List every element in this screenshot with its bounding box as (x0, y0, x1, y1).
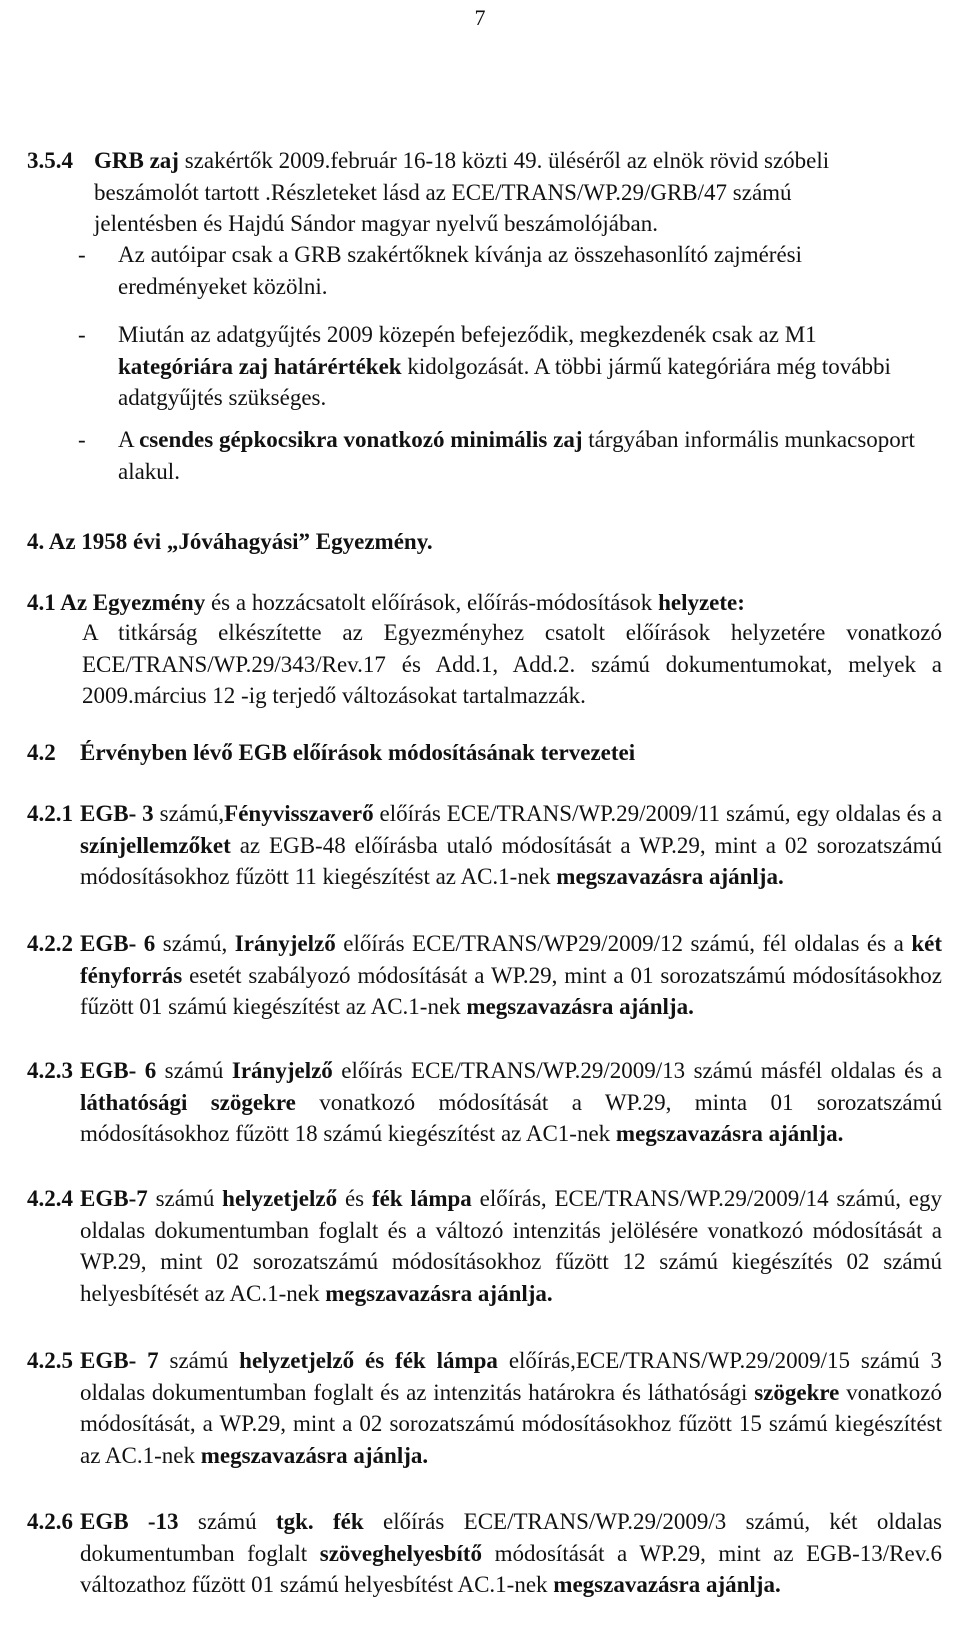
bullet-text-bold: kategóriára zaj határértékek (118, 353, 402, 379)
item-text (80, 798, 942, 893)
item-part: EGB- 6 (80, 931, 156, 956)
item-part: előírás ECE/TRANS/WP29/2009/12 számú, fél oldalas és a (335, 931, 912, 956)
item-part: megszavazásra ajánlja. (325, 1280, 553, 1306)
bullet-text-bold: csendes gépkocsikra vonatkozó minimális zaj (139, 427, 583, 452)
item-part: színjellemzőket (80, 832, 231, 858)
item-part: tgk. fék (275, 1509, 364, 1534)
section-lead: GRB zaj (94, 148, 179, 173)
section-4-heading: 4. Az 1958 évi „Jóváhagyási” Egyezmény. (27, 529, 433, 554)
bullet-dash: - (78, 242, 86, 267)
item-part: vonatkozó módosítását, a WP.29, mint a 02 sorozatszámú módosításokhoz fűzött 15 számú kiegészítést az AC.1-nek (80, 1379, 942, 1468)
item-text (80, 1506, 942, 1601)
item-part: megszavazásra ajánlja. (553, 1572, 781, 1597)
item-part: szöveghelyesbítő (319, 1540, 483, 1566)
section-number: 4.1 (27, 590, 56, 615)
item-part: előírás,ECE/TRANS/WP.29/2009/15 számú 3 oldalas dokumentumban foglalt és az intenzitás határokra és láthatósági (80, 1348, 943, 1405)
item-number: 4.2.6 (27, 1509, 73, 1534)
item-part: az EGB-48 előírásba utaló módosítását a WP.29, mint a 02 sorozatszámú módosításokhoz fűzött 11 kiegészítést az AC.1-nek (80, 832, 942, 889)
section-number: 4.2 (27, 740, 56, 765)
section-4-1-text: A titkárság elkészítette az Egyezményhez csatolt előírások helyzetére vonatkozó ECE/TRANS/WP.29/343/Rev.17 és Add.1, Add.2. számú dokumentumokat, melyek a 2009.március 12 -ig terjedő változásokat tartalmazzák. (82, 620, 942, 708)
heading-text: és a hozzácsatolt előírások, előírás-módosítások (205, 590, 659, 615)
heading-bold: helyzete: (658, 590, 745, 615)
item-text (80, 1345, 942, 1471)
item-part: Irányjelző (231, 1058, 333, 1083)
item-number: 4.2.1 (27, 801, 73, 826)
item-part: számú, (153, 801, 225, 826)
item-part: esetét szabályozó módosítását a WP.29, mint a 01 sorozatszámú módosításokhoz fűzött 01 számú kiegészítést az AC.1-nek (80, 962, 942, 1019)
item-part: EGB-7 (80, 1186, 148, 1211)
item-number: 4.2.4 (27, 1186, 73, 1211)
item-part: fék lámpa (371, 1186, 472, 1211)
item-part: szögekre (754, 1379, 840, 1405)
item-part: számú (156, 1058, 232, 1083)
item-text (80, 1055, 942, 1150)
heading-bold: Az Egyezmény (55, 590, 206, 615)
item-part: Fényvisszaverő (224, 801, 374, 826)
item-part: EGB- 6 (80, 1058, 157, 1083)
section-4-1-heading (27, 587, 927, 619)
item-part: előírás ECE/TRANS/WP.29/2009/11 számú, egy oldalas és a (373, 801, 942, 826)
section-title: Érvényben lévő EGB előírások módosításának tervezetei (80, 740, 636, 765)
item-part: EGB- 3 (80, 801, 154, 826)
bullet-text-part: kidolgozását. A többi jármű kategóriára még további adatgyűjtés szükséges. (118, 353, 891, 410)
bullet-dash: - (78, 427, 86, 452)
bullet-text-part: tárgyában informális munkacsoport alakul. (118, 427, 915, 484)
item-part: módosítását a WP.29, mint az EGB-13/Rev.6 változathoz fűzött 01 számú helyesbítést AC.1-nek (80, 1540, 942, 1597)
bullet-text (118, 319, 918, 414)
item-text (80, 1183, 942, 1309)
item-part: számú (178, 1509, 276, 1534)
item-part: előírás, ECE/TRANS/WP.29/2009/14 számú, egy oldalas dokumentumban foglalt és a változó intenzitás jelölésére vonatkozó módosítását a WP.29, mint 02 sorozatszámú módosításokhoz fűzött 12 számú kiegészítés 02 számú helyesbítését az AC.1-nek (80, 1186, 942, 1306)
item-part: vonatkozó módosítását a WP.29, minta 01 sorozatszámú módosításokhoz fűzött 18 számú kiegészítést az AC1-nek (80, 1089, 942, 1146)
item-part: megszavazásra ajánlja. (556, 864, 784, 889)
item-part: két fényforrás (80, 931, 942, 988)
item-number: 4.2.2 (27, 931, 73, 956)
item-part: számú (158, 1348, 240, 1373)
item-part: helyzetjelző (222, 1186, 338, 1211)
bullet-text-part: A (118, 427, 140, 452)
bullet-text (118, 424, 918, 487)
item-part: EGB- 7 (80, 1348, 159, 1373)
item-number: 4.2.3 (27, 1058, 73, 1083)
bullet-text (118, 239, 918, 302)
item-text (80, 928, 942, 1023)
item-part: előírás ECE/TRANS/WP.29/2009/3 számú, két oldalas dokumentumban foglalt (80, 1509, 942, 1566)
item-part: Irányjelző (234, 931, 336, 956)
section-text: szakértők 2009.február 16-18 közti 49. üléséről az elnök rövid szóbeli beszámolót tartott .Részleteket lásd az ECE/TRANS/WP.29/GRB/47 számú jelentésben és Hajdú Sándor magyar nyelvű beszámolójában. (94, 148, 830, 236)
page-number: 7 (474, 5, 486, 30)
bullet-text-part: Miután az adatgyűjtés 2009 közepén befejeződik, megkezdenék csak az M1 (118, 322, 817, 347)
bullet-text-part: Az autóipar csak a GRB szakértőknek kívánja az összehasonlító zajmérési eredményeket közölni. (118, 242, 803, 299)
item-part: láthatósági szögekre (80, 1089, 296, 1115)
item-part: megszavazásra ajánlja. (466, 994, 694, 1019)
item-part: számú, (155, 931, 235, 956)
item-part: helyzetjelző és fék lámpa (239, 1348, 498, 1373)
item-part: megszavazásra ajánlja. (615, 1121, 844, 1146)
item-part: és (337, 1186, 372, 1211)
item-number: 4.2.5 (27, 1348, 73, 1373)
item-part: előírás ECE/TRANS/WP.29/2009/13 számú másfél oldalas és a (332, 1058, 943, 1083)
item-part: számú (147, 1186, 223, 1211)
item-part: megszavazásra ajánlja. (200, 1442, 429, 1468)
section-paragraph (94, 145, 894, 240)
item-part: EGB -13 (80, 1509, 179, 1534)
bullet-dash: - (78, 322, 86, 347)
section-number: 3.5.4 (27, 148, 73, 173)
